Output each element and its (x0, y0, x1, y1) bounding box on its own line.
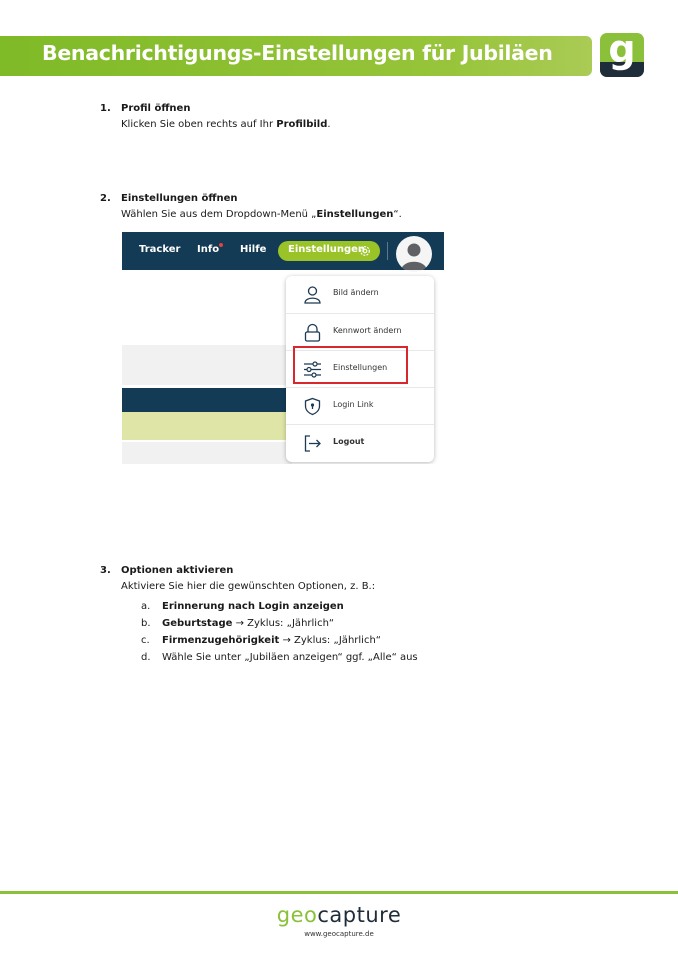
footer-logo (0, 903, 678, 927)
list-letter: a. (141, 601, 151, 612)
menu-item-logout[interactable] (286, 424, 434, 462)
step-text: “. (393, 209, 402, 220)
step-text: Klicken Sie oben rechts auf Ihr (121, 119, 277, 130)
user-avatar-icon (396, 236, 432, 272)
list-text (162, 649, 418, 666)
step-title: Einstellungen öffnen (121, 193, 238, 204)
highlight-box (293, 346, 408, 384)
list-text-rest: → Zyklus: „Jährlich“ (279, 635, 381, 646)
step-number: 3. (100, 565, 111, 576)
logo-letter: g (608, 33, 636, 71)
geocapture-logo-icon (600, 33, 644, 77)
step-title: Profil öffnen (121, 103, 191, 114)
list-text-bold: Geburtstage (162, 618, 233, 629)
step-text-bold: Einstellungen (316, 209, 394, 220)
step-title: Optionen aktivieren (121, 565, 234, 576)
step-2 (100, 191, 500, 225)
list-text (162, 615, 334, 632)
footer-url[interactable]: www.geocapture.de (304, 930, 374, 938)
lock-icon (303, 323, 322, 342)
list-letter: c. (141, 635, 150, 646)
list-text (162, 632, 381, 649)
menu-item-label: Logout (333, 437, 365, 446)
menu-item-label: Bild ändern (333, 288, 379, 297)
list-text-bold: Erinnerung nach Login anzeigen (162, 601, 344, 612)
nav-divider (387, 242, 388, 260)
page-title: Benachrichtigungs-Einstellungen für Jubiläen (42, 41, 553, 65)
logo-geo: geo (276, 903, 318, 927)
gear-icon (358, 244, 372, 258)
step-3 (100, 563, 500, 597)
list-text-rest: → Zyklus: „Jährlich“ (232, 618, 335, 629)
list-letter: b. (141, 618, 151, 629)
background-bar (122, 412, 292, 440)
nav-info[interactable]: Info (197, 244, 220, 255)
logo-capture: capture (317, 903, 402, 927)
step-number: 2. (100, 193, 111, 204)
step-1 (100, 101, 500, 135)
list-letter: d. (141, 652, 151, 663)
profile-dropdown-menu (286, 276, 434, 462)
title-banner (0, 36, 592, 76)
step-description (121, 207, 402, 223)
menu-item-bild-aendern[interactable] (286, 276, 434, 313)
nav-hilfe[interactable]: Hilfe (240, 244, 267, 255)
profile-avatar[interactable] (396, 236, 432, 272)
nav-tracker[interactable]: Tracker (139, 244, 181, 255)
settings-button[interactable] (278, 241, 380, 261)
settings-button-label: Einstellungen (288, 244, 366, 255)
list-text-rest: Wähle Sie unter „Jubiläen anzeigen“ ggf. „Alle“ aus (162, 652, 418, 663)
step-text-bold: Profilbild (276, 119, 328, 130)
step-text: Wählen Sie aus dem Dropdown-Menü „ (121, 209, 317, 220)
menu-item-login-link[interactable] (286, 387, 434, 425)
menu-item-label: Kennwort ändern (333, 326, 402, 335)
footer-divider (0, 891, 678, 894)
menu-item-label: Einstellungen (333, 363, 388, 372)
dropdown-screenshot (122, 232, 444, 464)
list-text-bold: Firmenzugehörigkeit (162, 635, 280, 646)
step-description (121, 117, 331, 133)
shield-key-icon (303, 397, 322, 416)
background-panel (122, 345, 292, 385)
user-icon (303, 285, 322, 304)
background-panel (122, 442, 292, 464)
menu-item-label: Login Link (333, 400, 374, 409)
step-number: 1. (100, 103, 111, 114)
step-description: Aktiviere Sie hier die gewünschten Optionen, z. B.: (121, 581, 376, 592)
background-bar (122, 388, 292, 412)
list-text (162, 598, 344, 615)
notification-dot (219, 243, 223, 247)
step-text: . (327, 119, 331, 130)
logout-icon (303, 434, 322, 453)
